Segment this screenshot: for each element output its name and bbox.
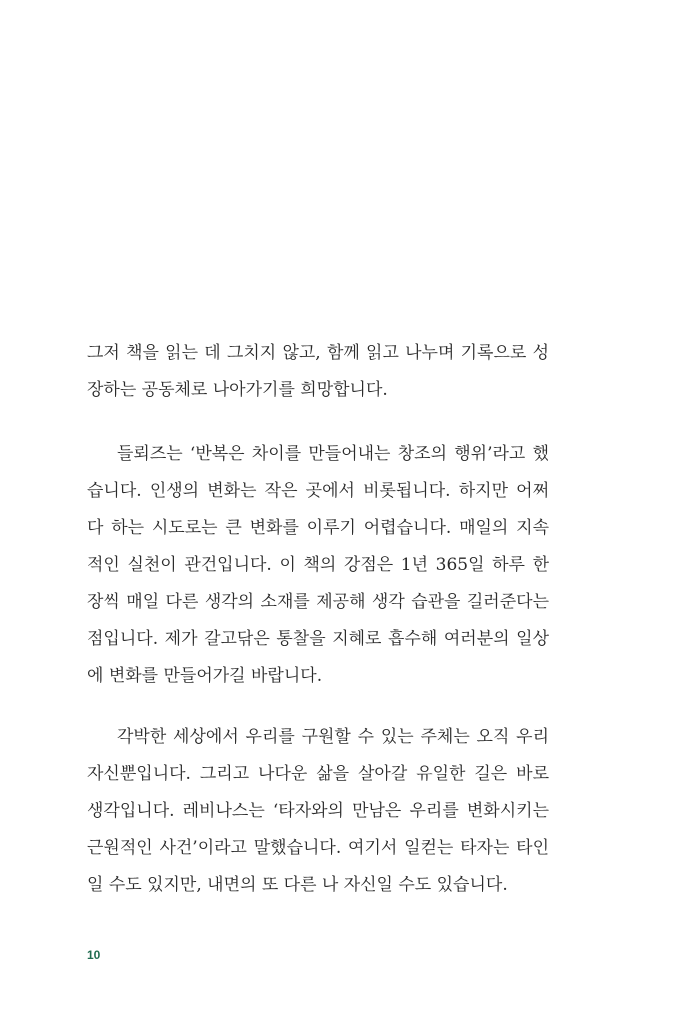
text-line: 그저 책을 읽는 데 그치지 않고, 함께 읽고 나누며 기록으로 성 bbox=[87, 343, 549, 363]
text-line: 생각입니다. 레비나스는 ‘타자와의 만남은 우리를 변화시키는 bbox=[87, 801, 549, 821]
text-line: 각박한 세상에서 우리를 구원할 수 있는 주체는 오직 우리 bbox=[117, 727, 549, 747]
text-line: 일 수도 있지만, 내면의 또 다른 나 자신일 수도 있습니다. bbox=[87, 875, 508, 895]
text-line: 적인 실천이 관건입니다. 이 책의 강점은 1년 365일 하루 한 bbox=[87, 555, 549, 575]
paragraph-2 bbox=[87, 436, 549, 695]
text-line: 점입니다. 제가 갈고닦은 통찰을 지혜로 흡수해 여러분의 일상 bbox=[87, 629, 549, 649]
text-line: 들뢰즈는 ‘반복은 차이를 만들어내는 창조의 행위’라고 했 bbox=[117, 444, 549, 464]
text-line: 에 변화를 만들어가길 바랍니다. bbox=[87, 666, 323, 686]
text-line: 자신뿐입니다. 그리고 나다운 삶을 살아갈 유일한 길은 바로 bbox=[87, 764, 549, 784]
text-line: 근원적인 사건’이라고 말했습니다. 여기서 일컫는 타자는 타인 bbox=[87, 838, 549, 858]
text-line: 습니다. 인생의 변화는 작은 곳에서 비롯됩니다. 하지만 어쩌 bbox=[87, 481, 549, 501]
text-line: 장씩 매일 다른 생각의 소재를 제공해 생각 습관을 길러준다는 bbox=[87, 592, 549, 612]
page-number: 10 bbox=[87, 948, 101, 962]
text-line: 다 하는 시도로는 큰 변화를 이루기 어렵습니다. 매일의 지속 bbox=[87, 518, 549, 538]
paragraph-3 bbox=[87, 719, 549, 904]
paragraph-1 bbox=[87, 335, 549, 409]
text-line: 장하는 공동체로 나아가기를 희망합니다. bbox=[87, 380, 388, 400]
